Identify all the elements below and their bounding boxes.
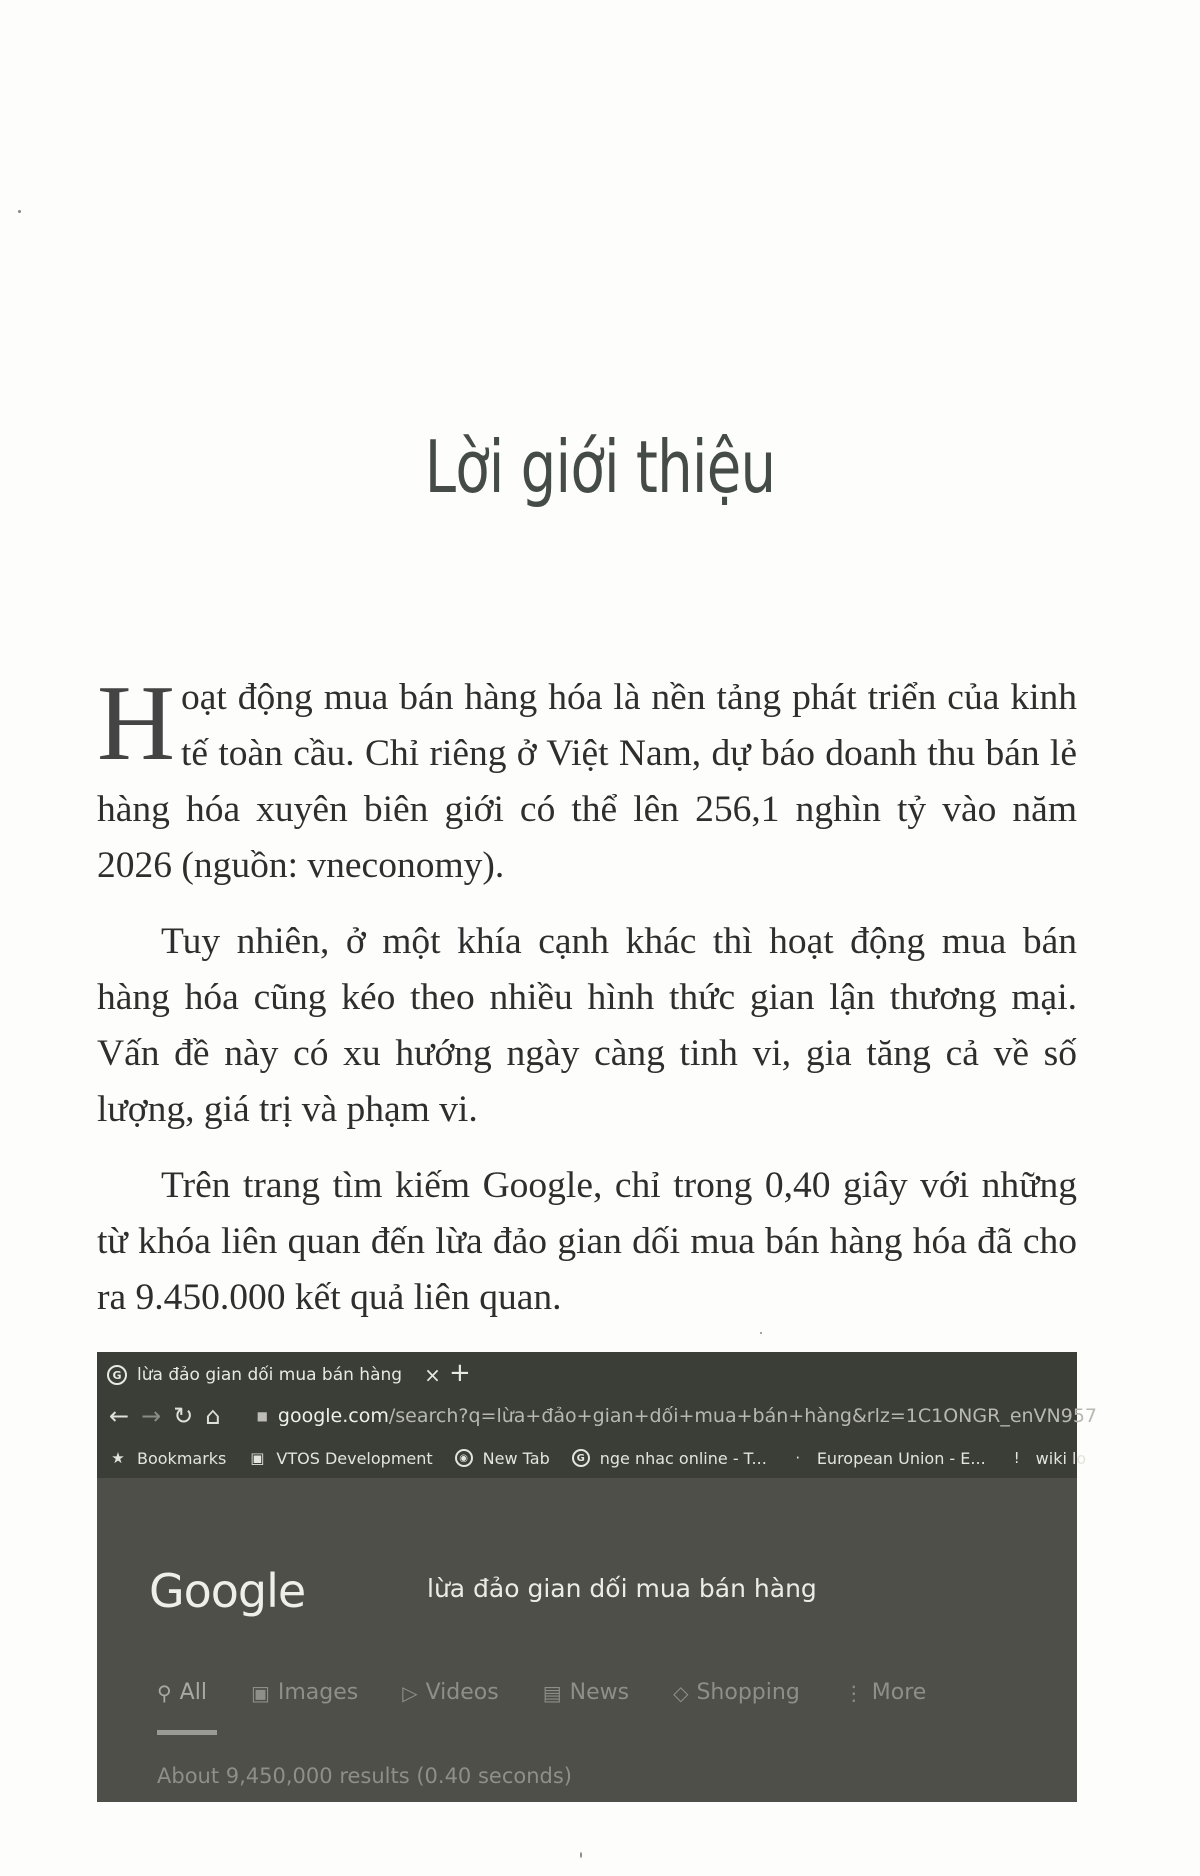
tag-icon: ◇ [673,1680,689,1705]
paper-speck [760,1332,762,1334]
bookmark-label: VTOS Development [276,1448,433,1468]
bookmark-european-union[interactable] [789,1449,986,1468]
tab-close-icon[interactable]: × [424,1363,441,1387]
bookmark-label: Bookmarks [137,1448,227,1468]
news-icon: ▤ [542,1680,562,1705]
paragraph-1-text: oạt động mua bán hàng hóa là nền tảng phát triển của kinh tế toàn cầu. Chỉ riêng ở Việt Nam, dự báo doanh thu bán lẻ hàng hóa xuyên biên giới có thể lên 256,1 nghìn tỷ vào năm 2026 (nguồn: vneconomy). [97,677,1077,886]
paragraph-2: Tuy nhiên, ở một khía cạnh khác thì hoạt động mua bán hàng hóa cũng kéo theo nhiều hình thức gian lận thương mại. Vấn đề này có xu hướng ngày càng tinh vi, gia tăng cả về số lượng, giá trị và phạm vi. [97,921,1077,1130]
address-bar-row [97,1394,1098,1438]
new-tab-button[interactable]: + [449,1358,471,1388]
google-icon: G [572,1449,590,1467]
tab-title: lừa đảo gian dối mua bán hàng [137,1365,403,1385]
tab-all[interactable] [157,1680,207,1705]
google-favicon-icon: G [107,1365,127,1385]
tab-label: All [179,1680,207,1705]
folder-icon: ▣ [250,1449,265,1467]
search-icon: ⚲ [157,1680,172,1705]
browser-tab[interactable] [107,1360,441,1390]
paper-speck [580,1852,582,1858]
browser-screenshot [97,1352,1098,1802]
lock-icon: ■ [256,1409,268,1423]
url-path: /search?q=lừa+đảo+gian+dối+mua+bán+hàng&rlz=1C1ONGR_enVN957 [388,1405,1098,1427]
url-field[interactable] [278,1405,1097,1427]
paper-speck [18,210,21,213]
bookmark-label: wiki lo [1035,1448,1087,1468]
forward-arrow-icon[interactable]: → [141,1402,162,1430]
more-vert-icon: ⋮ [843,1680,864,1705]
chapter-title: Lời giới thiệu [424,425,776,509]
tab-label: Videos [425,1680,499,1705]
home-icon[interactable]: ⌂ [205,1402,221,1430]
bookmark-bookmarks[interactable] [109,1449,226,1468]
tab-label: Shopping [696,1680,800,1705]
google-logo[interactable]: Google [149,1564,306,1618]
bookmark-nge-nhac[interactable] [572,1449,767,1468]
tab-images[interactable] [251,1680,358,1705]
bookmark-label: New Tab [482,1448,550,1468]
search-result-tabs [157,1680,970,1705]
search-input[interactable]: lừa đảo gian dối mua bán hàng [427,1574,817,1603]
body-text [97,664,1077,1346]
pin-icon: ǃ [1014,1449,1019,1467]
result-stats: About 9,450,000 results (0.40 seconds) [157,1764,572,1788]
bookmarks-bar [97,1438,1087,1478]
tab-videos[interactable] [402,1680,499,1705]
tab-shopping[interactable] [673,1680,800,1705]
back-arrow-icon[interactable]: ← [109,1402,130,1430]
url-host: google.com [277,1405,389,1427]
globe-icon: ◉ [455,1449,473,1467]
tab-news[interactable] [543,1680,629,1705]
video-icon: ▷ [402,1680,418,1705]
bookmark-new-tab[interactable] [455,1449,550,1468]
reload-icon[interactable]: ↻ [173,1402,194,1430]
bookmark-label: European Union - E... [816,1448,986,1468]
tab-label: Images [277,1680,359,1705]
drop-cap: H [97,664,175,783]
paragraph-3: Trên trang tìm kiếm Google, chỉ trong 0,40 giây với những từ khóa liên quan đến lừa đảo gian dối mua bán hàng hóa đã cho ra 9.450.000 kết quả liên quan. [97,1165,1077,1318]
tab-bar [97,1352,1077,1394]
bookmark-label: nge nhac online - T... [599,1448,767,1468]
tab-more[interactable] [844,1680,927,1705]
image-icon: ▣ [250,1680,270,1705]
tab-label: More [871,1680,927,1705]
active-tab-underline [157,1730,217,1735]
bookmark-wiki[interactable] [1008,1449,1087,1468]
tab-label: News [569,1680,630,1705]
dot-icon: · [795,1449,801,1467]
star-icon: ★ [111,1449,125,1467]
paragraph-1 [97,664,1077,894]
bookmark-vtos[interactable] [248,1449,432,1468]
